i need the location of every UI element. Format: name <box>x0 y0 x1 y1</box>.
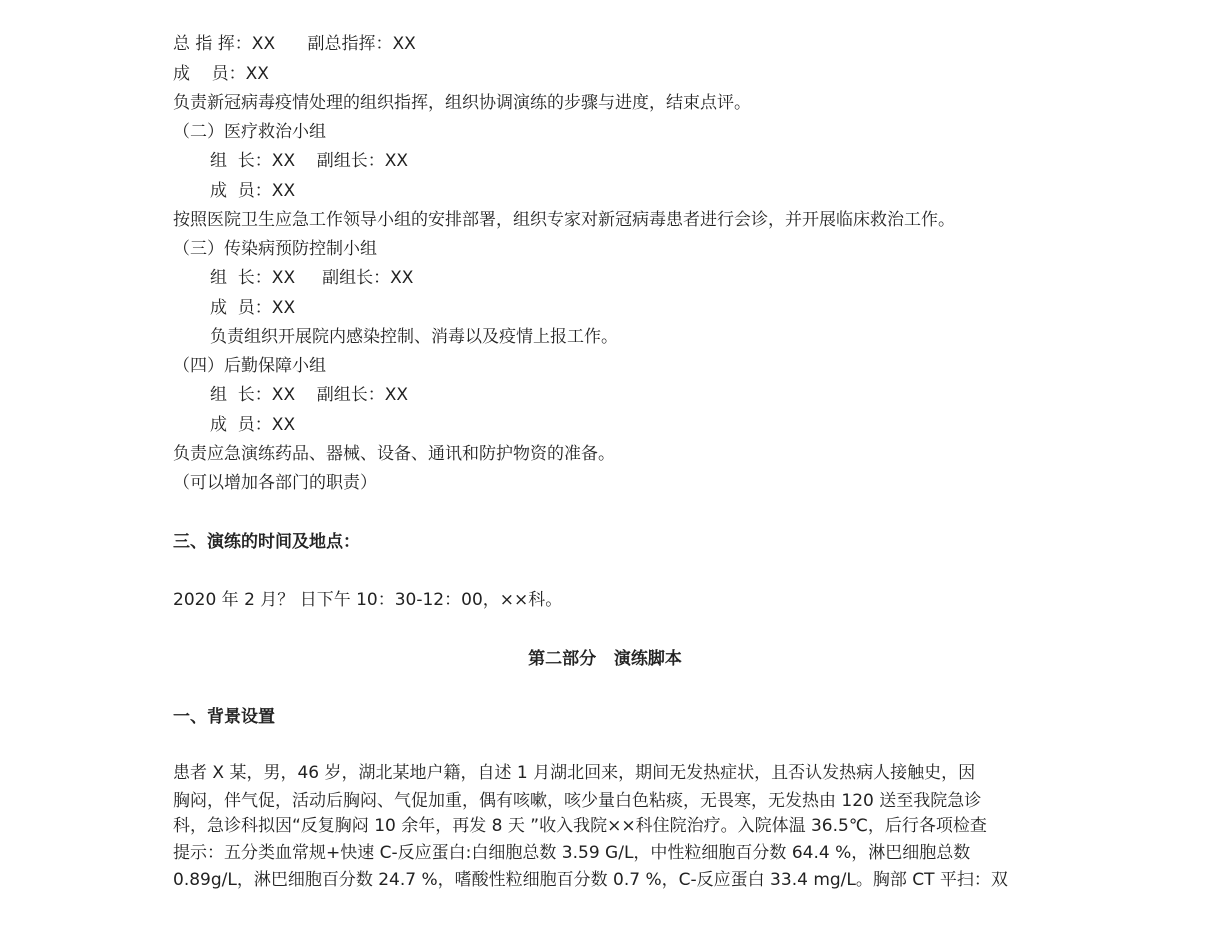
section-infection-heading: （三）传染病预防控制小组 <box>173 239 377 259</box>
medical-members-line: 成 员：XX <box>210 181 296 201</box>
time-place-heading: 三、演练的时间及地点： <box>173 532 360 552</box>
commander-line: 总 指 挥：XX 副总指挥：XX <box>173 34 416 54</box>
infection-members-line: 成 员：XX <box>210 298 296 318</box>
add-duties-note: （可以增加各部门的职责） <box>173 473 377 493</box>
time-place-line: 2020 年 2 月？ 日下午 10：30-12：00，××科。 <box>173 590 563 610</box>
logistics-members-line: 成 员：XX <box>210 415 296 435</box>
infection-duty-line: 负责组织开展院内感染控制、消毒以及疫情上报工作。 <box>210 327 618 347</box>
part-two-title: 第二部分 演练脚本 <box>528 649 682 669</box>
background-paragraph-line: 0.89g/L，淋巴细胞百分数 24.7 %，嗜酸性粒细胞百分数 0.7 %，C-反应蛋白 33.4 mg/L。胸部 CT 平扫：双 <box>173 870 1008 890</box>
logistics-leaders-line: 组 长：XX 副组长：XX <box>210 385 409 405</box>
section-logistics-heading: （四）后勤保障小组 <box>173 356 326 376</box>
background-paragraph-line: 提示：五分类血常规+快速 C-反应蛋白:白细胞总数 3.59 G/L，中性粒细胞百分数 64.4 %，淋巴细胞总数 <box>173 843 971 863</box>
background-paragraph-line: 患者 X 某，男，46 岁，湖北某地户籍，自述 1 月湖北回来，期间无发热症状，且否认发热病人接触史，因 <box>173 763 976 783</box>
command-duty-line: 负责新冠病毒疫情处理的组织指挥，组织协调演练的步骤与进度，结束点评。 <box>173 93 751 113</box>
medical-leaders-line: 组 长：XX 副组长：XX <box>210 151 409 171</box>
members-line: 成 员：XX <box>173 64 269 84</box>
background-heading: 一、背景设置 <box>173 707 275 727</box>
medical-duty-line: 按照医院卫生应急工作领导小组的安排部署，组织专家对新冠病毒患者进行会诊，并开展临床救治工作。 <box>173 210 955 230</box>
infection-leaders-line: 组 长：XX 副组长：XX <box>210 268 414 288</box>
section-medical-heading: （二）医疗救治小组 <box>173 122 326 142</box>
background-paragraph-line: 胸闷，伴气促，活动后胸闷、气促加重，偶有咳嗽，咳少量白色粘痰，无畏寒，无发热由 120 送至我院急诊 <box>173 791 982 811</box>
background-paragraph-line: 科，急诊科拟因“反复胸闷 10 余年，再发 8 天 ”收入我院××科住院治疗。入院体温 36.5℃，后行各项检查 <box>173 816 987 836</box>
logistics-duty-line: 负责应急演练药品、器械、设备、通讯和防护物资的准备。 <box>173 444 615 464</box>
